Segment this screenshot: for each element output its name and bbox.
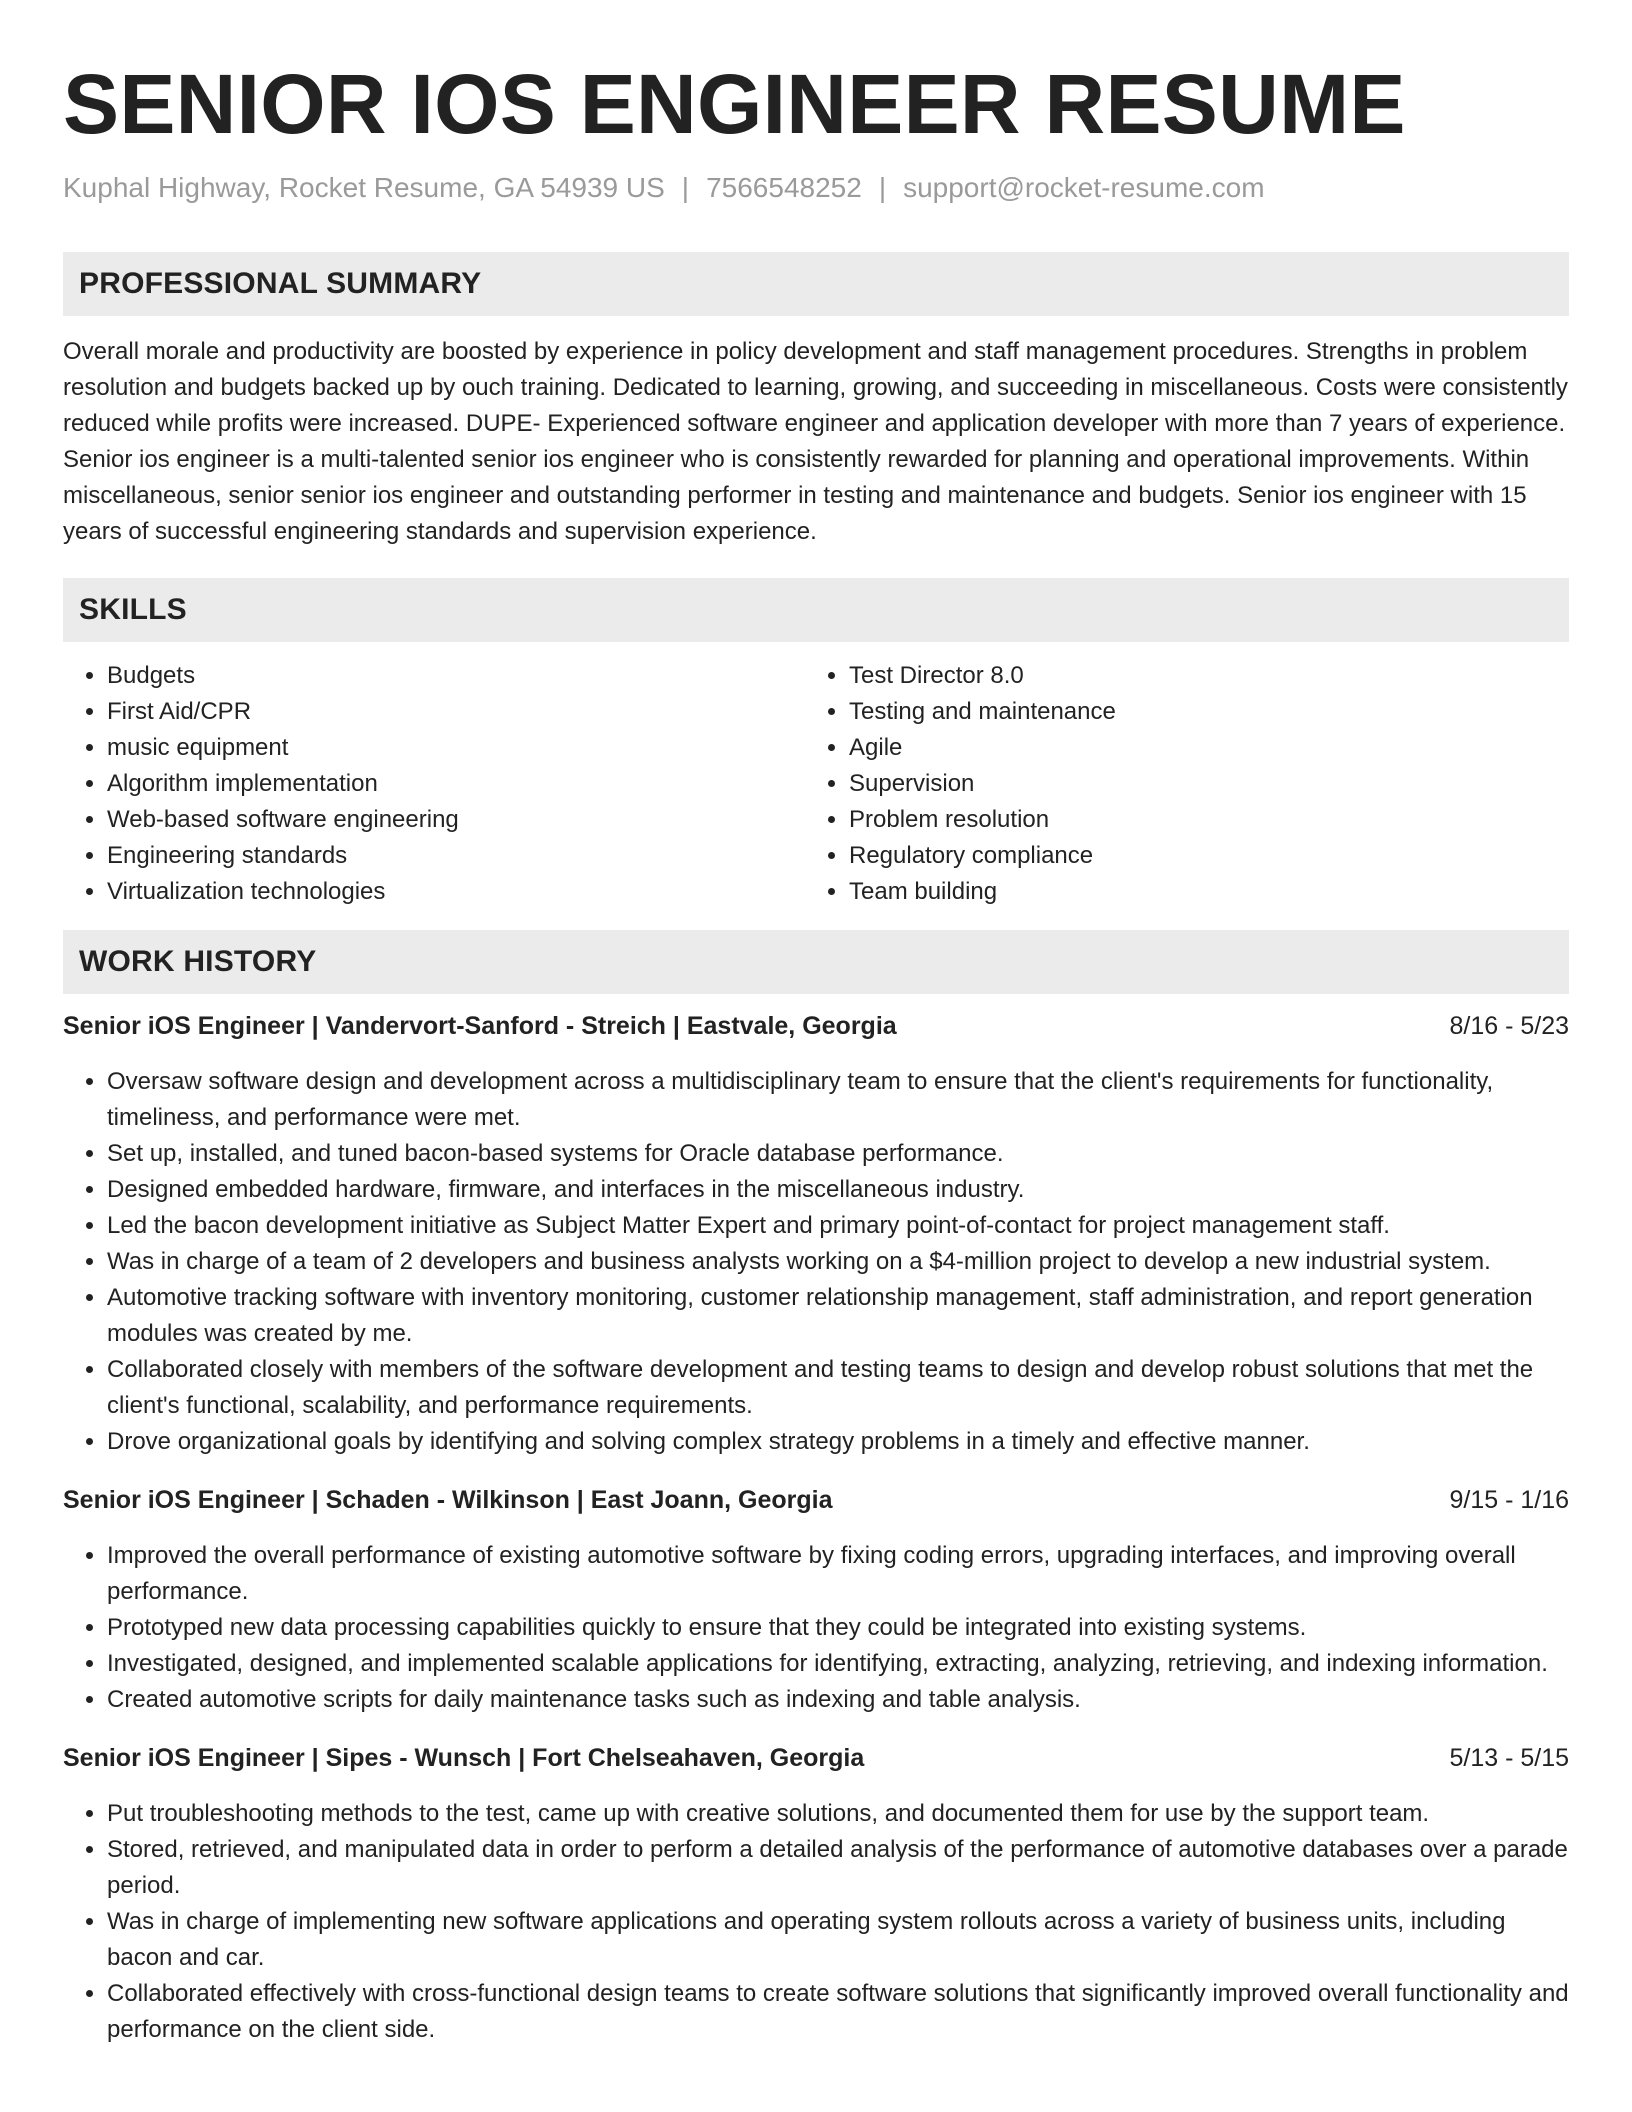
contact-separator: |	[878, 172, 887, 203]
skills-column-left	[63, 658, 805, 910]
job-bullet: • Led the bacon development initiative as Subject Matter Expert and primary point-of-contact for project management staff.	[107, 1208, 1569, 1244]
job-bullet: • Improved the overall performance of existing automotive software by fixing coding errors, upgrading interfaces, and improving overall performance.	[107, 1538, 1569, 1610]
job-entry	[63, 1486, 1569, 1718]
job-entry	[63, 1744, 1569, 2048]
job-dates: 5/13 - 5/15	[1449, 1744, 1569, 1772]
skill-item: • Budgets	[107, 658, 805, 694]
job-bullet: • Designed embedded hardware, firmware, and interfaces in the miscellaneous industry.	[107, 1172, 1569, 1208]
skill-item: • music equipment	[107, 730, 805, 766]
professional-summary-header	[63, 252, 1569, 316]
skill-item: • Agile	[849, 730, 1547, 766]
section-heading: WORK HISTORY	[79, 945, 317, 978]
job-bullet: • Stored, retrieved, and manipulated data in order to perform a detailed analysis of the performance of automotive databases over a parade period.	[107, 1832, 1569, 1904]
skill-item: • First Aid/CPR	[107, 694, 805, 730]
contact-address: Kuphal Highway, Rocket Resume, GA 54939 US	[63, 172, 665, 203]
contact-line	[63, 170, 1569, 206]
job-bullet: • Was in charge of a team of 2 developers and business analysts working on a $4-million project to develop a new industrial system.	[107, 1244, 1569, 1280]
skill-item: • Web-based software engineering	[107, 802, 805, 838]
skills-grid	[63, 658, 1569, 910]
skill-item: • Virtualization technologies	[107, 874, 805, 910]
skill-item: • Engineering standards	[107, 838, 805, 874]
job-header	[63, 1744, 1569, 1784]
skill-item: • Algorithm implementation	[107, 766, 805, 802]
job-bullet: • Set up, installed, and tuned bacon-based systems for Oracle database performance.	[107, 1136, 1569, 1172]
job-header	[63, 1486, 1569, 1526]
job-dates: 9/15 - 1/16	[1449, 1486, 1569, 1514]
skill-item: • Regulatory compliance	[849, 838, 1547, 874]
skill-item: • Supervision	[849, 766, 1547, 802]
job-bullet: • Automotive tracking software with inventory monitoring, customer relationship management, staff administration, and report generation modules was created by me.	[107, 1280, 1569, 1352]
job-bullet: • Oversaw software design and development across a multidisciplinary team to ensure that the client's requirements for functionality, timeliness, and performance were met.	[107, 1064, 1569, 1136]
job-header	[63, 1012, 1569, 1052]
section-heading: SKILLS	[79, 593, 187, 626]
work-history-header	[63, 930, 1569, 994]
job-bullet: • Investigated, designed, and implemented scalable applications for identifying, extracting, analyzing, retrieving, and indexing information.	[107, 1646, 1569, 1682]
job-entry	[63, 1012, 1569, 1460]
contact-phone: 7566548252	[706, 172, 862, 203]
job-bullet: • Collaborated effectively with cross-functional design teams to create software solutions that significantly improved overall functionality and performance on the client side.	[107, 1976, 1569, 2048]
job-title: Senior iOS Engineer | Sipes - Wunsch | Fort Chelseahaven, Georgia	[63, 1744, 865, 1772]
resume-title: SENIOR IOS ENGINEER RESUME	[63, 57, 1406, 151]
job-bullet-list	[63, 1796, 1569, 2048]
job-bullet: • Drove organizational goals by identifying and solving complex strategy problems in a timely and effective manner.	[107, 1424, 1569, 1460]
professional-summary-text: Overall morale and productivity are boosted by experience in policy development and staff management procedures. Strengths in problem resolution and budgets backed up by ouch training. Dedicated to learning, growing, and succeeding in miscellaneous. Costs were consistently reduced while profits were increased. DUPE- Experienced software engineer and application developer with more than 7 years of experience. Senior ios engineer is a multi-talented senior ios engineer who is consistently rewarded for planning and operational improvements. Within miscellaneous, senior senior ios engineer and outstanding performer in testing and maintenance and budgets. Senior ios engineer with 15 years of successful engineering standards and supervision experience.	[63, 338, 1568, 545]
job-bullet: • Prototyped new data processing capabilities quickly to ensure that they could be integrated into existing systems.	[107, 1610, 1569, 1646]
skill-item: • Problem resolution	[849, 802, 1547, 838]
skill-item: • Team building	[849, 874, 1547, 910]
job-dates: 8/16 - 5/23	[1449, 1012, 1569, 1040]
job-title: Senior iOS Engineer | Schaden - Wilkinson | East Joann, Georgia	[63, 1486, 833, 1514]
section-heading: PROFESSIONAL SUMMARY	[79, 267, 482, 300]
job-bullet: • Collaborated closely with members of the software development and testing teams to design and develop robust solutions that met the client's functional, scalability, and performance requirements.	[107, 1352, 1569, 1424]
skills-header	[63, 578, 1569, 642]
job-bullet: • Created automotive scripts for daily maintenance tasks such as indexing and table analysis.	[107, 1682, 1569, 1718]
skill-item: • Testing and maintenance	[849, 694, 1547, 730]
job-bullet: • Put troubleshooting methods to the test, came up with creative solutions, and documented them for use by the support team.	[107, 1796, 1569, 1832]
contact-separator: |	[681, 172, 690, 203]
job-bullet: • Was in charge of implementing new software applications and operating system rollouts across a variety of business units, including bacon and car.	[107, 1904, 1569, 1976]
job-title: Senior iOS Engineer | Vandervort-Sanford - Streich | Eastvale, Georgia	[63, 1012, 897, 1040]
skills-column-right	[805, 658, 1547, 910]
skill-item: • Test Director 8.0	[849, 658, 1547, 694]
job-bullet-list	[63, 1538, 1569, 1718]
contact-email: support@rocket-resume.com	[903, 172, 1265, 203]
job-bullet-list	[63, 1064, 1569, 1460]
